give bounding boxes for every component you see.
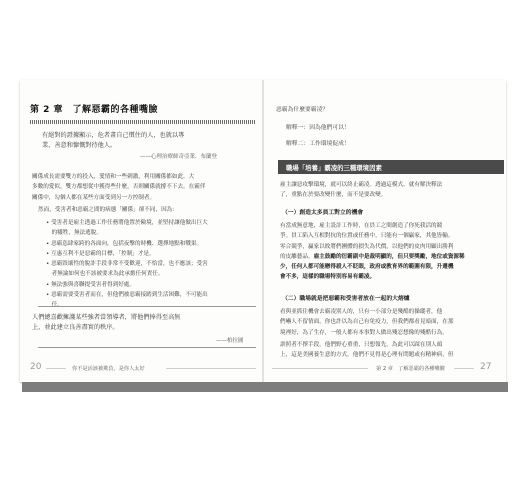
bullet-item: • 惡霸恣肆家跨的各面向，包括夜擊的時機、選擇地點和戰果。 [46, 240, 203, 247]
paragraph [32, 172, 260, 203]
bullet-list [46, 218, 256, 311]
section-heading-bar [278, 160, 504, 174]
bullet-item: 任。 [46, 302, 63, 309]
footer-rule [166, 368, 256, 369]
book-edge-shadow [22, 382, 508, 392]
right-page [264, 80, 506, 382]
paragraph-line: 多數的愛似，雙方都想從中獲得些什麼，否則關係就撐不下去。在霸伴 [32, 184, 206, 191]
bullet-item: • 互惠互利不是惡霸的目標，「控制」才是。 [46, 250, 155, 257]
bullet-item: • 無法強與喜聯提受害者得到好處。 [46, 281, 135, 288]
subheading: （二）職場就是把惡霸和受害者放在一起的大熔爐 [282, 296, 410, 302]
bullet-item: • 惡霸需要受害者而在，但他們被惡霸接踏到生活困難，不可能出 [46, 292, 208, 299]
paragraph-line: 關係成長需要雙方的投入，愛情和一些刺激，利用關係都如此。大 [32, 174, 195, 180]
epigraph-attribution: ——心理治療師奇亞業．布蘭登 [140, 154, 218, 160]
paragraph-line: 有當成無意地，雇主設計工作時，在員工之間創造了你死我活的競 [280, 223, 443, 229]
paragraph-line: 零合競爭，贏家以敗將們團體的損失為代價，以他們的皮肉用顧出勝利 [280, 243, 454, 250]
footer-rule [454, 368, 474, 369]
footer-rule [272, 368, 368, 369]
section-heading: 職場「培養」霸凌的三種環境因素 [286, 164, 382, 172]
paragraph [280, 221, 504, 283]
paragraph-line: 會不多，這樣的職場特別容易有霸凌。 [280, 274, 376, 281]
left-page [20, 80, 262, 382]
bullet-item: 的犧牲，無法逃脫。 [46, 230, 102, 237]
quote-line: 上，並此建立良善盡實的秩序。 [32, 324, 119, 331]
epigraph [42, 131, 252, 151]
paragraph-line: 看與並抓住機會去霸凌別人的，只有一小部分是殘酷的操縱者，他 [280, 309, 443, 315]
paragraph-line: 關係中，勾個人都在某些方面受到另一方控制者。 [32, 194, 156, 201]
paragraph [280, 340, 504, 361]
paragraph: 然而，受害者和惡霸之間的病態「關係」卻不同，因為： [38, 207, 178, 213]
page-number: 20 [30, 362, 42, 372]
answer-line: 解釋一：因為他們可以！ [286, 125, 350, 131]
paragraph-line: 爭。員工陷入互相對抗的位置或任務中，只能有一個贏家，其他皆輸。 [280, 233, 454, 240]
chapter-title: 第 2 章 了解惡霸的各種嘴臉 [30, 105, 159, 115]
paragraph-line: 少，任何人都可能戀得殺人不眨眼，政府或教育界的範圍有限，升遷機 [280, 264, 454, 271]
running-footer: 第 2 章 了解惡霸的各種嘴臉 [376, 366, 445, 372]
quote-attribution: ——柏拉圖 [216, 338, 244, 344]
quote-text [32, 313, 252, 333]
footer-rule [46, 368, 66, 369]
epigraph-line: 業、善意和慷慨對待他人。 [42, 142, 117, 149]
emphasis-text: 雇主鼓勵的衍霸副中是裁明顯的，但只要獎勵，地位或資源稀 [313, 253, 465, 260]
dotted-rule [30, 120, 256, 124]
answer-line: 解釋二：工作環境促成！ [286, 141, 350, 147]
running-footer: 你不是活該被欺負，是你人太好 [72, 366, 145, 372]
quote-line: 人們總喜歡擁護某些強者當領導者，將他們捧得至高無 [32, 314, 181, 321]
paragraph [280, 307, 504, 338]
epigraph-line: 有絕對的證據顯示，危者畫自己慣住的人，也就以專 [42, 132, 185, 139]
bullet-item: • 惡霸毀壞性的脫詐手段非常不受歡迎，不恰當，也不應該；受害 [46, 261, 208, 268]
paragraph-line: 境裡好，為了生存，一般人都有本事對人做出殘忍想像的殘酷行為。 [280, 329, 448, 336]
intro-question: 惡霸為什麼要霸凌？ [276, 107, 329, 113]
bullet-item: 者無論如何也不該被要求為此承擔任何責任。 [46, 271, 164, 278]
paragraph-line: 雇主讓惡攻擊環境，就可以終止霸凌。透過這模式，就有解決釋法 [280, 182, 443, 188]
bullet-item: • 受害者是雇主透過工作任務將他置於險境，並堅持讓他做出巨大 [46, 220, 208, 226]
page-number: 27 [480, 362, 492, 372]
paragraph-line: 們嚇人不留情面，你也許以為自己有免疫力，但我們都看見暗面，在那 [280, 319, 454, 326]
paragraph-text: 的皮離藝品。 [280, 253, 314, 260]
paragraph-line: 訓照者不擇手段，他們野心重重，只想領先。為此可以踩在別人頭 [280, 342, 443, 348]
paragraph-line: 上，這是美國養生意的方式。他們不見得是心理有問題或有精神病，但 [280, 352, 454, 359]
paragraph [280, 180, 504, 201]
subheading: （一）創造太多員工對立的機會 [282, 210, 364, 216]
paragraph-line: 了，重點在於要改變什麼，而不是要改變。 [280, 192, 387, 199]
paragraph-line [280, 252, 504, 262]
